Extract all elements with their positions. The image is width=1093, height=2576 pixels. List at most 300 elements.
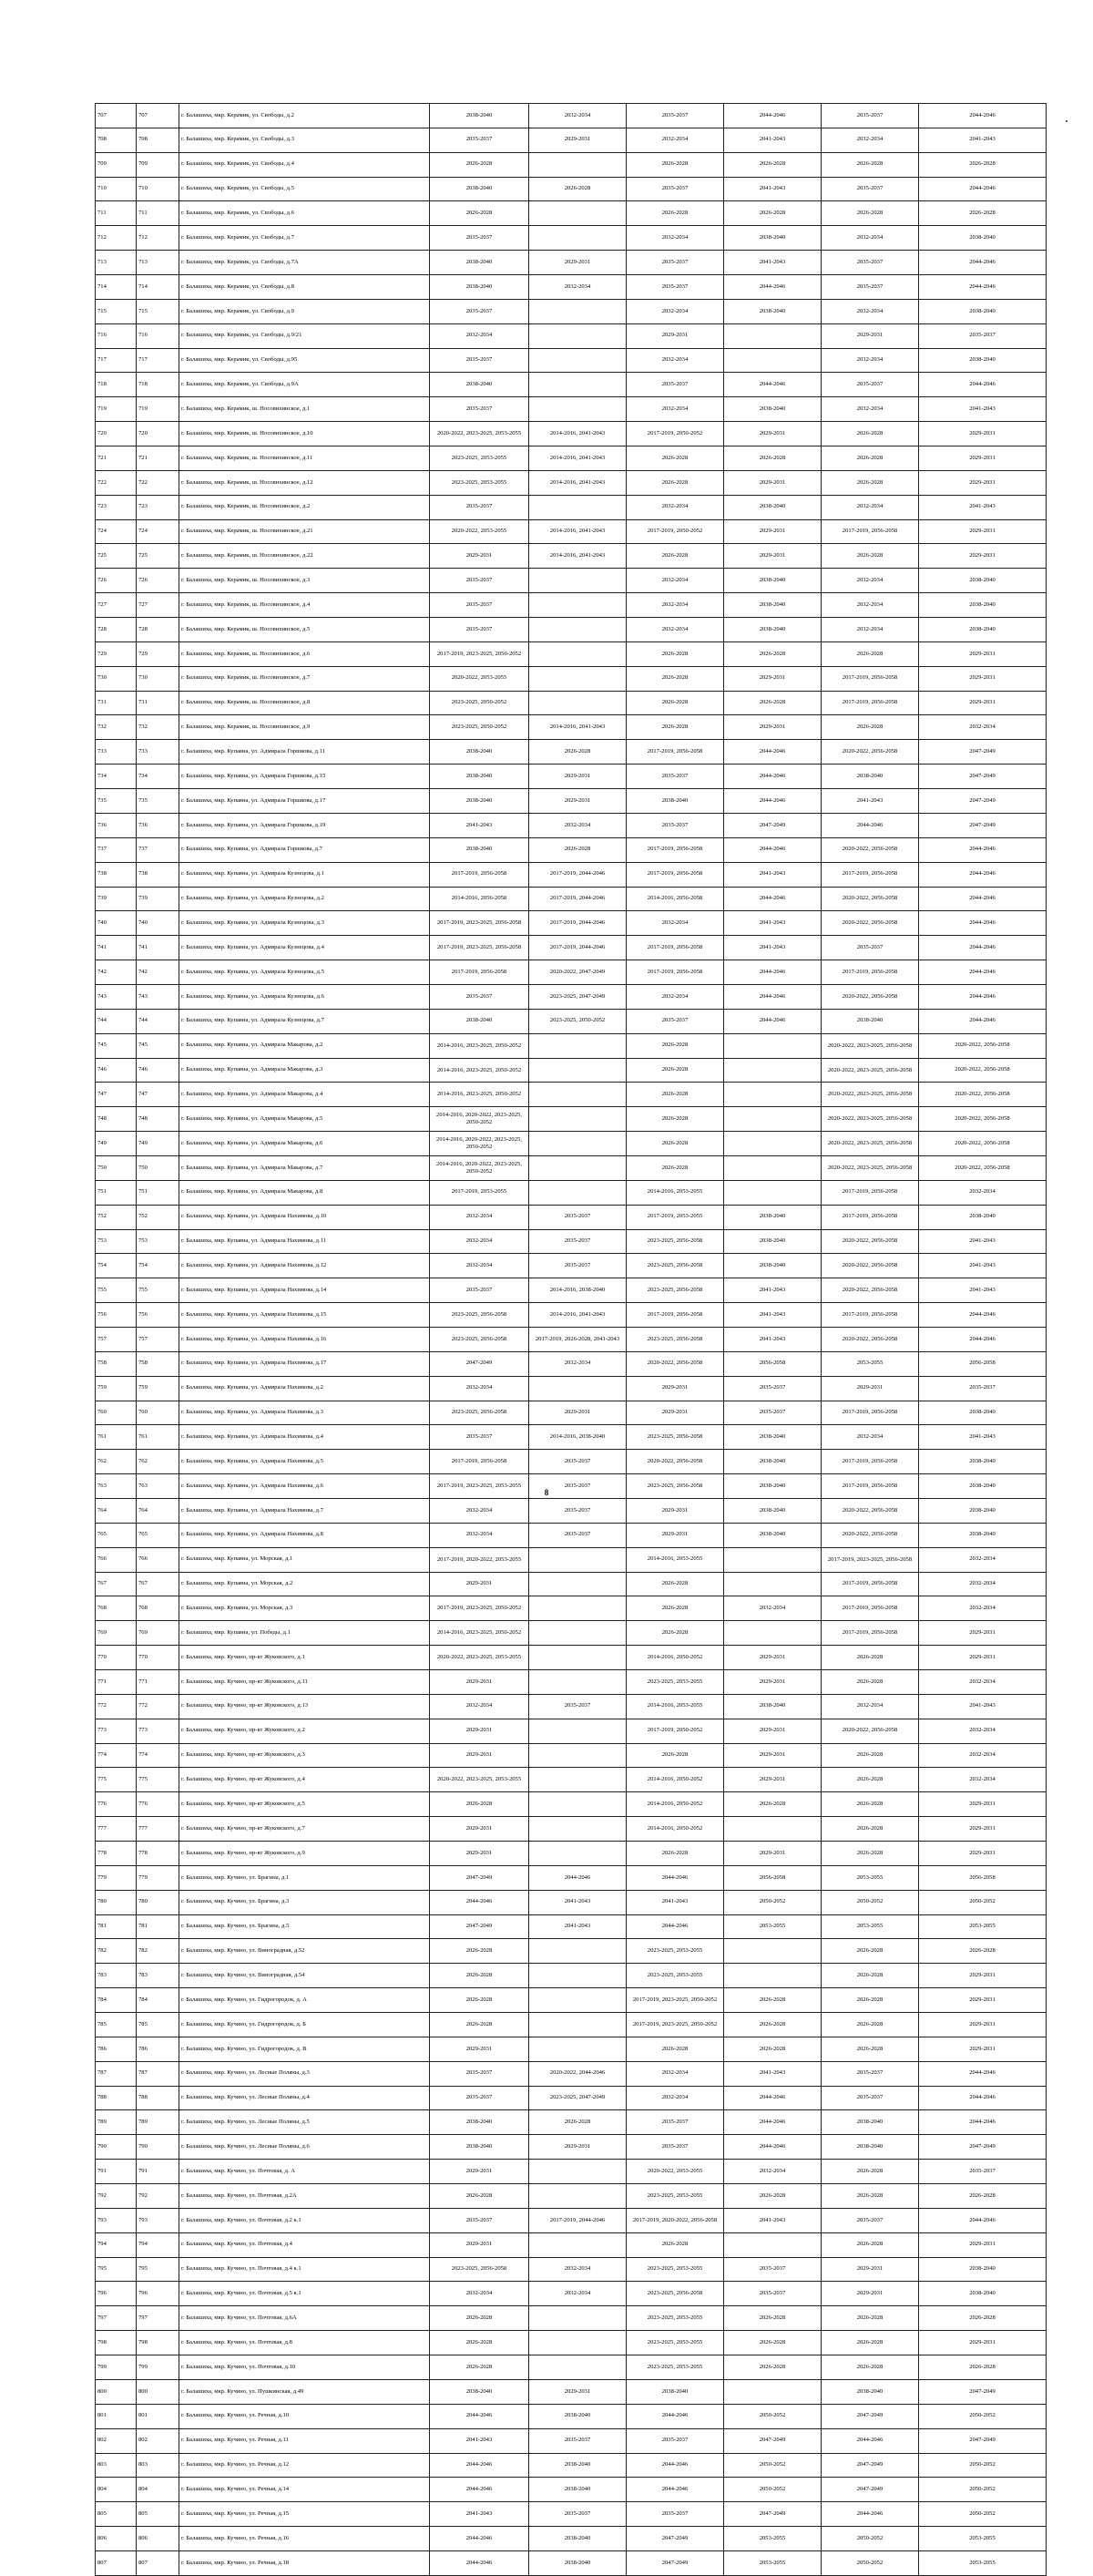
period-4-cell: 2044-2046 [724,960,822,985]
period-3-cell: 2023-2025, 2056-2058 [627,1327,724,1351]
period-2-cell: 2035-2037 [529,2428,627,2453]
period-2-cell [529,1155,627,1180]
row-number-cell: 712 [96,226,137,251]
registry-number-cell: 731 [137,691,179,715]
period-5-cell: 2026-2028 [822,1964,919,1988]
period-1-cell: 2044-2046 [430,2404,529,2428]
period-3-cell: 2029-2031 [627,1401,724,1425]
table-row [96,2527,1047,2551]
period-6-cell: 2050-2052 [919,2502,1047,2527]
period-1-cell: 2038-2040 [430,275,529,300]
period-5-cell: 2017-2019, 2056-2058 [822,1474,919,1499]
period-6-cell: 2044-2046 [919,177,1047,201]
registry-number-cell: 774 [137,1743,179,1768]
table-row [96,1083,1047,1107]
address-cell: г. Балашиха, мкр. Керамик, ш. Носовихинское, д.8 [179,691,430,715]
table-row [96,2478,1047,2502]
period-5-cell: 2020-2022, 2056-2058 [822,1254,919,1278]
table-row [96,1376,1047,1401]
address-cell: г. Балашиха, мкр. Купавна, ул. Адмирала Нахимова, д.12 [179,1254,430,1278]
period-4-cell: 2047-2049 [724,2428,822,2453]
address-cell: г. Балашиха, мкр. Купавна, ул. Адмирала Нахимова, д.14 [179,1278,430,1303]
period-5-cell: 2032-2034 [822,1694,919,1719]
period-2-cell [529,1792,627,1817]
period-1-cell: 2032-2034 [430,1254,529,1278]
row-number-cell: 763 [96,1474,137,1499]
period-2-cell: 2044-2046 [529,1865,627,1890]
period-3-cell: 2026-2028 [627,1621,724,1646]
period-6-cell: 2035-2037 [919,323,1047,348]
period-3-cell: 2014-2016, 2050-2052 [627,1817,724,1842]
address-cell: г. Балашиха, мкр. Кучино, ул. Почтовая, д.4 [179,2232,430,2257]
period-4-cell: 2038-2040 [724,397,822,422]
row-number-cell: 754 [96,1254,137,1278]
period-6-cell: 2026-2028 [919,2306,1047,2331]
period-1-cell: 2044-2046 [430,2478,529,2502]
period-3-cell: 2017-2019, 2056-2058 [627,740,724,765]
address-cell: г. Балашиха, мкр. Кучино, пр-кт Жуковского, д.1 [179,1646,430,1670]
address-cell: г. Балашиха, мкр. Кучино, ул. Речная, д.18 [179,2550,430,2575]
row-number-cell: 745 [96,1033,137,1058]
table-row [96,348,1047,373]
period-3-cell: 2017-2019, 2023-2025, 2050-2052 [627,1988,724,2013]
period-2-cell: 2029-2031 [529,251,627,275]
period-3-cell: 2026-2028 [627,446,724,471]
registry-number-cell: 757 [137,1327,179,1351]
address-cell: г. Балашиха, мкр. Кучино, ул. Речная, д.10 [179,2404,430,2428]
address-cell: г. Балашиха, мкр. Керамик, ш. Носовихинское, д.7 [179,666,430,691]
address-cell: г. Балашиха, мкр. Керамик, ш. Носовихинское, д.9 [179,715,430,740]
period-1-cell: 2014-2016, 2023-2025, 2050-2052 [430,1621,529,1646]
period-3-cell: 2029-2031 [627,323,724,348]
period-6-cell: 2038-2040 [919,1401,1047,1425]
period-1-cell: 2023-2025, 2056-2058 [430,1401,529,1425]
table-row [96,373,1047,397]
table-row [96,2061,1047,2086]
address-cell: г. Балашиха, мкр. Кучино, ул. Гидрогородок, д. А [179,1988,430,2013]
period-6-cell: 2044-2046 [919,911,1047,936]
period-6-cell: 2038-2040 [919,569,1047,593]
period-3-cell: 2035-2037 [627,104,724,128]
period-2-cell [529,1646,627,1670]
period-2-cell [529,1596,627,1621]
registry-number-cell: 726 [137,569,179,593]
period-2-cell: 2020-2022, 2044-2046 [529,2061,627,2086]
period-6-cell: 2047-2049 [919,740,1047,765]
table-row [96,1694,1047,1719]
period-1-cell: 2035-2037 [430,1425,529,1450]
period-3-cell: 2044-2046 [627,2478,724,2502]
registry-number-cell: 724 [137,519,179,544]
period-6-cell: 2032-2034 [919,1670,1047,1695]
address-cell: г. Балашиха, мкр. Кучино, ул. Лесные Поляны, д.4 [179,2086,430,2110]
table-row [96,1768,1047,1792]
period-6-cell: 2020-2022, 2056-2058 [919,1155,1047,1180]
registry-number-cell: 742 [137,960,179,985]
period-4-cell: 2041-2043 [724,862,822,887]
row-number-cell: 787 [96,2061,137,2086]
address-cell: г. Балашиха, мкр. Купавна, ул. Морская, д.2 [179,1572,430,1596]
address-cell: г. Балашиха, мкр. Кучино, ул. Почтовая, д.6А [179,2306,430,2331]
period-3-cell: 2026-2028 [627,691,724,715]
registry-number-cell: 765 [137,1523,179,1547]
registry-number-cell: 733 [137,740,179,765]
period-5-cell: 2029-2031 [822,2257,919,2282]
address-cell: г. Балашиха, мкр. Купавна, ул. Адмирала Нахимова, д.5 [179,1450,430,1474]
period-5-cell: 2038-2040 [822,1009,919,1033]
period-1-cell: 2044-2046 [430,2527,529,2551]
period-3-cell: 2017-2019, 2056-2058 [627,1303,724,1328]
period-6-cell: 2029-2031 [919,1988,1047,2013]
row-number-cell: 734 [96,765,137,789]
period-2-cell: 2017-2019, 2044-2046 [529,911,627,936]
table-row [96,641,1047,666]
period-6-cell: 2029-2031 [919,1621,1047,1646]
period-5-cell: 2020-2022, 2023-2025, 2056-2058 [822,1058,919,1083]
address-cell: г. Балашиха, мкр. Купавна, ул. Адмирала Нахимова, д.11 [179,1229,430,1254]
period-1-cell: 2014-2016, 2020-2022, 2023-2025, 2050-2052 [430,1107,529,1132]
period-3-cell: 2032-2034 [627,495,724,519]
period-1-cell: 2014-2016, 2056-2058 [430,887,529,911]
period-4-cell: 2026-2028 [724,2355,822,2380]
registry-number-cell: 781 [137,1914,179,1939]
address-cell: г. Балашиха, мкр. Керамик, ш. Носовихинское, д.5 [179,618,430,642]
period-1-cell: 2029-2031 [430,1817,529,1842]
period-1-cell: 2020-2022, 2023-2025, 2053-2055 [430,422,529,446]
period-1-cell: 2020-2022, 2023-2025, 2053-2055 [430,1768,529,1792]
period-2-cell: 2038-2040 [529,2404,627,2428]
period-1-cell: 2026-2028 [430,2013,529,2037]
period-4-cell: 2047-2049 [724,2502,822,2527]
address-cell: г. Балашиха, мкр. Купавна, ул. Адмирала Макарова, д.7 [179,1155,430,1180]
registry-number-cell: 764 [137,1498,179,1523]
scan-speck [1066,120,1067,122]
row-number-cell: 740 [96,911,137,936]
period-3-cell: 2029-2031 [627,1376,724,1401]
period-6-cell: 2032-2034 [919,1596,1047,1621]
period-3-cell: 2035-2037 [627,2428,724,2453]
registry-number-cell: 715 [137,299,179,323]
period-6-cell: 2044-2046 [919,862,1047,887]
row-number-cell: 723 [96,495,137,519]
period-1-cell: 2029-2031 [430,1572,529,1596]
period-1-cell: 2032-2034 [430,1229,529,1254]
period-2-cell [529,226,627,251]
address-cell: г. Балашиха, мкр. Кучино, ул. Брагина, д.1 [179,1865,430,1890]
table-row [96,2282,1047,2306]
period-3-cell: 2023-2025, 2056-2058 [627,1425,724,1450]
period-1-cell: 2035-2037 [430,593,529,618]
period-4-cell: 2038-2040 [724,1254,822,1278]
period-1-cell: 2038-2040 [430,740,529,765]
period-1-cell: 2023-2025, 2056-2058 [430,2257,529,2282]
address-cell: г. Балашиха, мкр. Кучино, ул. Почтовая, д.4 к.1 [179,2257,430,2282]
table-row [96,2257,1047,2282]
address-cell: г. Балашиха, мкр. Кучино, ул. Брагина, д.3 [179,1890,430,1914]
period-5-cell: 2026-2028 [822,2160,919,2184]
period-4-cell: 2032-2034 [724,2160,822,2184]
period-4-cell: 2029-2031 [724,1670,822,1695]
registry-number-cell: 769 [137,1621,179,1646]
registry-number-cell: 792 [137,2184,179,2209]
row-number-cell: 805 [96,2502,137,2527]
table-row [96,618,1047,642]
registry-number-cell: 788 [137,2086,179,2110]
table-row [96,1401,1047,1425]
registry-number-cell: 802 [137,2428,179,2453]
period-5-cell: 2020-2022, 2056-2058 [822,1327,919,1351]
period-2-cell: 2038-2040 [529,2478,627,2502]
period-6-cell: 2044-2046 [919,2110,1047,2135]
period-4-cell [724,348,822,373]
registry-number-cell: 784 [137,1988,179,2013]
period-2-cell: 2023-2025, 2047-2049 [529,984,627,1009]
row-number-cell: 798 [96,2331,137,2355]
period-3-cell: 2023-2025, 2053-2055 [627,2355,724,2380]
period-4-cell [724,1033,822,1058]
period-1-cell: 2023-2025, 2053-2055 [430,446,529,471]
period-2-cell [529,1621,627,1646]
period-3-cell: 2026-2028 [627,641,724,666]
registry-number-cell: 740 [137,911,179,936]
period-3-cell: 2023-2025, 2056-2058 [627,1229,724,1254]
row-number-cell: 761 [96,1425,137,1450]
period-6-cell: 2038-2040 [919,1205,1047,1229]
period-6-cell: 2044-2046 [919,1303,1047,1328]
table-row [96,495,1047,519]
address-cell: г. Балашиха, мкр. Купавна, ул. Адмирала Кузнецова, д.1 [179,862,430,887]
table-row [96,128,1047,152]
table-row [96,765,1047,789]
period-2-cell [529,1670,627,1695]
address-cell: г. Балашиха, мкр. Купавна, ул. Адмирала Нахимова, д.8 [179,1523,430,1547]
period-3-cell: 2014-2016, 2056-2058 [627,887,724,911]
registry-number-cell: 783 [137,1964,179,1988]
table-row [96,1964,1047,1988]
table-row [96,397,1047,422]
period-3-cell: 2035-2037 [627,373,724,397]
period-5-cell: 2038-2040 [822,2135,919,2160]
period-3-cell: 2023-2025, 2053-2055 [627,2184,724,2209]
period-4-cell [724,1964,822,1988]
period-4-cell: 2026-2028 [724,2306,822,2331]
period-6-cell: 2038-2040 [919,1450,1047,1474]
table-row [96,2086,1047,2110]
table-row [96,2379,1047,2404]
period-3-cell: 2035-2037 [627,251,724,275]
address-cell: г. Балашиха, мкр. Керамик, ш. Носовихинское, д.4 [179,593,430,618]
period-5-cell: 2032-2034 [822,348,919,373]
address-cell: г. Балашиха, мкр. Керамик, ш. Носовихинское, д.22 [179,544,430,569]
period-1-cell: 2035-2037 [430,495,529,519]
period-4-cell: 2041-2043 [724,2061,822,2086]
period-5-cell: 2047-2049 [822,2404,919,2428]
period-6-cell: 2029-2031 [919,1792,1047,1817]
period-6-cell: 2044-2046 [919,887,1047,911]
address-cell: г. Балашиха, мкр. Кучино, ул. Гидрогородок, д. В [179,2037,430,2061]
period-4-cell: 2038-2040 [724,618,822,642]
period-4-cell: 2041-2043 [724,1303,822,1328]
address-cell: г. Балашиха, мкр. Керамик, ул. Свободы, д.9 [179,299,430,323]
period-6-cell: 2029-2031 [919,519,1047,544]
period-2-cell: 2017-2019, 2044-2046 [529,2208,627,2232]
period-5-cell: 2035-2037 [822,251,919,275]
row-number-cell: 768 [96,1596,137,1621]
table-row [96,1351,1047,1376]
period-6-cell: 2050-2052 [919,1890,1047,1914]
period-1-cell: 2038-2040 [430,251,529,275]
period-5-cell: 2047-2049 [822,2478,919,2502]
row-number-cell: 750 [96,1155,137,1180]
address-cell: г. Балашиха, мкр. Купавна, ул. Адмирала Нахимова, д.6 [179,1474,430,1499]
address-cell: г. Балашиха, мкр. Керамик, ул. Свободы, д.95 [179,348,430,373]
period-4-cell: 2044-2046 [724,837,822,862]
row-number-cell: 718 [96,373,137,397]
period-1-cell: 2035-2037 [430,2061,529,2086]
row-number-cell: 795 [96,2257,137,2282]
period-6-cell: 2029-2031 [919,2331,1047,2355]
period-3-cell: 2017-2019, 2020-2022, 2056-2058 [627,2208,724,2232]
period-2-cell [529,495,627,519]
period-3-cell: 2014-2016, 2053-2055 [627,1694,724,1719]
period-5-cell: 2050-2052 [822,1890,919,1914]
period-4-cell: 2056-2058 [724,1351,822,1376]
period-5-cell: 2038-2040 [822,2110,919,2135]
period-4-cell: 2044-2046 [724,1009,822,1033]
period-5-cell: 2026-2028 [822,1939,919,1964]
period-2-cell: 2035-2037 [529,1694,627,1719]
row-number-cell: 802 [96,2428,137,2453]
period-3-cell: 2026-2028 [627,201,724,226]
registry-number-cell: 732 [137,715,179,740]
registry-number-cell: 807 [137,2550,179,2575]
row-number-cell: 708 [96,128,137,152]
address-cell: г. Балашиха, мкр. Кучино, пр-кт Жуковского, д.2 [179,1719,430,1743]
period-6-cell: 2032-2034 [919,1547,1047,1572]
period-6-cell: 2053-2055 [919,1914,1047,1939]
table-row [96,960,1047,985]
period-1-cell: 2023-2025, 2050-2052 [430,691,529,715]
registry-number-cell: 758 [137,1351,179,1376]
period-3-cell: 2023-2025, 2053-2055 [627,1964,724,1988]
period-3-cell: 2035-2037 [627,2110,724,2135]
registry-number-cell: 752 [137,1205,179,1229]
period-5-cell: 2020-2022, 2023-2025, 2056-2058 [822,1033,919,1058]
period-1-cell: 2035-2037 [430,348,529,373]
period-6-cell: 2029-2031 [919,641,1047,666]
period-3-cell: 2026-2028 [627,152,724,177]
row-number-cell: 748 [96,1107,137,1132]
period-2-cell: 2014-2016, 2041-2043 [529,1303,627,1328]
period-4-cell [724,1572,822,1596]
table-row [96,1939,1047,1964]
table-row [96,1107,1047,1132]
table-row [96,1621,1047,1646]
address-cell: г. Балашиха, мкр. Кучино, ул. Гидрогородок, д. Б [179,2013,430,2037]
period-2-cell: 2041-2043 [529,1890,627,1914]
address-cell: г. Балашиха, мкр. Купавна, ул. Адмирала Макарова, д.2 [179,1033,430,1058]
address-cell: г. Балашиха, мкр. Керамик, ш. Носовихинское, д.3 [179,569,430,593]
period-1-cell: 2035-2037 [430,984,529,1009]
period-6-cell: 2032-2034 [919,715,1047,740]
row-number-cell: 792 [96,2184,137,2209]
period-1-cell: 2035-2037 [430,128,529,152]
period-2-cell: 2032-2034 [529,813,627,837]
table-row [96,544,1047,569]
period-3-cell: 2026-2028 [627,1572,724,1596]
address-cell: г. Балашиха, мкр. Купавна, ул. Морская, д.3 [179,1596,430,1621]
period-2-cell: 2035-2037 [529,1450,627,1474]
period-5-cell: 2020-2022, 2056-2058 [822,887,919,911]
table-row [96,1254,1047,1278]
period-6-cell: 2041-2043 [919,495,1047,519]
period-4-cell: 2026-2028 [724,1988,822,2013]
address-cell: г. Балашиха, мкр. Кучино, ул. Почтовая, д.2А [179,2184,430,2209]
period-5-cell: 2026-2028 [822,1817,919,1842]
address-cell: г. Балашиха, мкр. Кучино, пр-кт Жуковского, д.7 [179,1817,430,1842]
address-cell: г. Балашиха, мкр. Кучино, ул. Брагина, д.5 [179,1914,430,1939]
period-4-cell [724,2379,822,2404]
period-1-cell: 2038-2040 [430,837,529,862]
table-row [96,1842,1047,1866]
row-number-cell: 785 [96,2013,137,2037]
table-row [96,740,1047,765]
address-cell: г. Балашиха, мкр. Керамик, ш. Носовихинское, д.11 [179,446,430,471]
period-2-cell: 2035-2037 [529,1205,627,1229]
registry-number-cell: 777 [137,1817,179,1842]
period-4-cell: 2038-2040 [724,1205,822,1229]
period-4-cell: 2044-2046 [724,2110,822,2135]
row-number-cell: 781 [96,1914,137,1939]
table-row [96,1009,1047,1033]
table-row [96,2110,1047,2135]
period-6-cell: 2029-2031 [919,2013,1047,2037]
period-4-cell: 2038-2040 [724,593,822,618]
period-6-cell: 2047-2049 [919,813,1047,837]
table-row [96,2135,1047,2160]
table-row [96,446,1047,471]
period-4-cell: 2044-2046 [724,373,822,397]
period-5-cell: 2029-2031 [822,1376,919,1401]
registry-number-cell: 739 [137,887,179,911]
period-3-cell: 2017-2019, 2050-2052 [627,1719,724,1743]
period-4-cell: 2044-2046 [724,740,822,765]
row-number-cell: 775 [96,1768,137,1792]
period-3-cell: 2044-2046 [627,1914,724,1939]
period-6-cell: 2038-2040 [919,618,1047,642]
table-row [96,2404,1047,2428]
registry-number-cell: 738 [137,862,179,887]
period-1-cell: 2017-2019, 2023-2025, 2050-2052 [430,1596,529,1621]
period-4-cell: 2038-2040 [724,495,822,519]
address-cell: г. Балашиха, мкр. Керамик, ул. Свободы, д.2 [179,104,430,128]
period-1-cell: 2029-2031 [430,2232,529,2257]
period-5-cell: 2026-2028 [822,446,919,471]
period-5-cell: 2020-2022, 2056-2058 [822,911,919,936]
period-3-cell: 2032-2034 [627,128,724,152]
period-5-cell: 2035-2037 [822,2086,919,2110]
period-6-cell: 2038-2040 [919,348,1047,373]
period-5-cell: 2026-2028 [822,1646,919,1670]
row-number-cell: 711 [96,201,137,226]
address-cell: г. Балашиха, мкр. Купавна, ул. Адмирала Макарова, д.6 [179,1132,430,1156]
period-2-cell [529,348,627,373]
period-1-cell: 2038-2040 [430,765,529,789]
period-5-cell: 2026-2028 [822,152,919,177]
table-row [96,2208,1047,2232]
registry-number-cell: 719 [137,397,179,422]
period-5-cell: 2017-2019, 2056-2058 [822,1572,919,1596]
